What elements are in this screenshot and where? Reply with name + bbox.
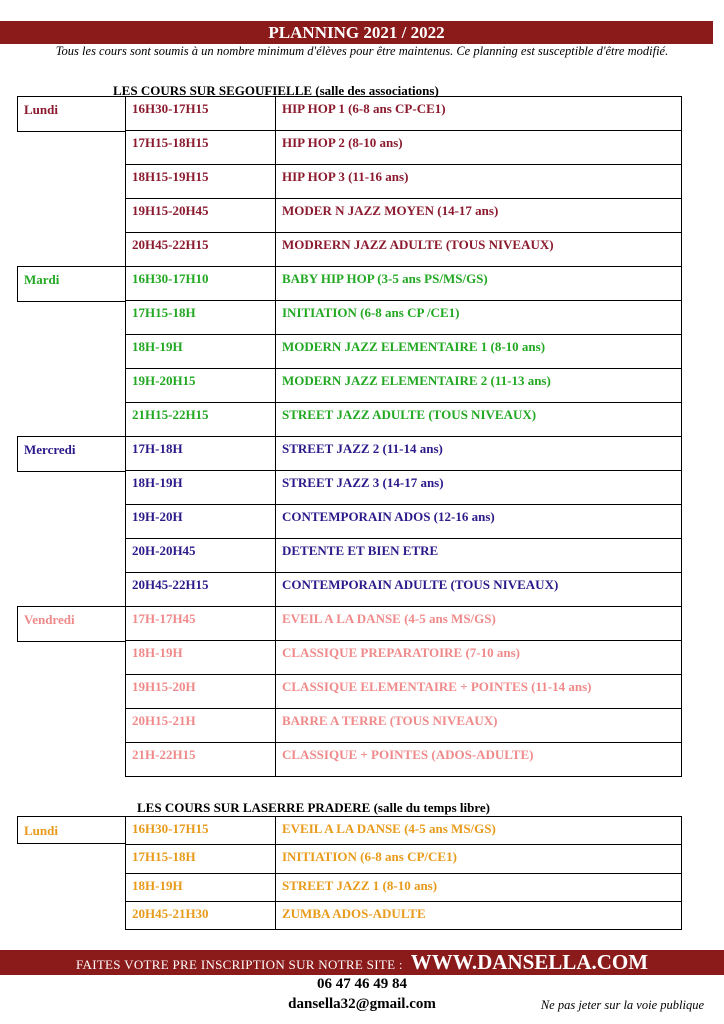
course-cell: EVEIL A LA DANSE (4-5 ans MS/GS) [276,607,682,641]
time-cell: 18H15-19H15 [126,165,276,199]
time-cell: 21H-22H15 [126,743,276,777]
course-cell: INITIATION (6-8 ans CP/CE1) [276,845,682,874]
table-row [126,233,682,267]
course-cell: HIP HOP 2 (8-10 ans) [276,131,682,165]
course-cell: HIP HOP 3 (11-16 ans) [276,165,682,199]
course-cell: STREET JAZZ ADULTE (TOUS NIVEAUX) [276,403,682,437]
table-row [126,641,682,675]
table-row [126,573,682,607]
time-cell: 18H-19H [126,335,276,369]
table-row [126,471,682,505]
table-row [126,165,682,199]
table-row [126,817,682,845]
day-label-mardi: Mardi [17,266,126,302]
laserre-schedule-table [125,816,682,930]
course-cell: EVEIL A LA DANSE (4-5 ans MS/GS) [276,817,682,845]
table-row [126,267,682,301]
time-cell: 19H-20H [126,505,276,539]
time-cell: 17H-18H [126,437,276,471]
course-cell: CONTEMPORAIN ADULTE (TOUS NIVEAUX) [276,573,682,607]
table-row [126,607,682,641]
course-cell: INITIATION (6-8 ans CP /CE1) [276,301,682,335]
course-cell: CONTEMPORAIN ADOS (12-16 ans) [276,505,682,539]
website-link[interactable]: WWW.DANSELLA.COM [410,950,649,974]
table-row [126,199,682,233]
litter-notice: Ne pas jeter sur la voie publique [540,998,704,1012]
day-label-vendredi: Vendredi [17,606,126,642]
laserre-heading: LES COURS SUR LASERRE PRADERE (salle du temps libre) [137,800,490,815]
time-cell: 16H30-17H10 [126,267,276,301]
table-row [126,505,682,539]
course-cell: MODERN JAZZ ELEMENTAIRE 2 (11-13 ans) [276,369,682,403]
table-row [126,369,682,403]
day-label-lundi-laserre: Lundi [17,816,126,844]
table-row [126,845,682,874]
time-cell: 20H45-22H15 [126,233,276,267]
email-address[interactable]: dansella32@gmail.com [288,996,436,1012]
table-row [126,675,682,709]
time-cell: 19H15-20H45 [126,199,276,233]
time-cell: 18H-19H [126,874,276,902]
course-cell: BABY HIP HOP (3-5 ans PS/MS/GS) [276,267,682,301]
table-row [126,709,682,743]
course-cell: MODER N JAZZ MOYEN (14-17 ans) [276,199,682,233]
time-cell: 20H45-22H15 [126,573,276,607]
course-cell: MODERN JAZZ ELEMENTAIRE 1 (8-10 ans) [276,335,682,369]
page-title: PLANNING 2021 / 2022 [0,21,713,44]
subtitle: Tous les cours sont soumis à un nombre minimum d'élèves pour être maintenus. Ce planning est susceptible d'être modifié. [55,44,669,58]
time-cell: 19H-20H15 [126,369,276,403]
segoufielle-schedule-table [125,96,682,777]
table-row [126,902,682,930]
table-row [126,874,682,902]
footer-banner [0,950,724,975]
course-cell: BARRE A TERRE (TOUS NIVEAUX) [276,709,682,743]
day-label-mercredi: Mercredi [17,436,126,472]
course-cell: HIP HOP 1 (6-8 ans CP-CE1) [276,97,682,131]
course-cell: CLASSIQUE ELEMENTAIRE + POINTES (11-14 ans) [276,675,682,709]
course-cell: MODRERN JAZZ ADULTE (TOUS NIVEAUX) [276,233,682,267]
time-cell: 17H15-18H [126,301,276,335]
course-cell: DETENTE ET BIEN ETRE [276,539,682,573]
table-row [126,403,682,437]
time-cell: 17H-17H45 [126,607,276,641]
time-cell: 20H45-21H30 [126,902,276,930]
day-label-lundi: Lundi [17,96,126,132]
table-row [126,335,682,369]
phone-number: 06 47 46 49 84 [317,976,407,992]
table-row [126,301,682,335]
footer-preinscription-text: FAITES VOTRE PRE INSCRIPTION SUR NOTRE SITE : [75,957,403,972]
course-cell: STREET JAZZ 1 (8-10 ans) [276,874,682,902]
time-cell: 20H-20H45 [126,539,276,573]
time-cell: 21H15-22H15 [126,403,276,437]
time-cell: 20H15-21H [126,709,276,743]
course-cell: CLASSIQUE PREPARATOIRE (7-10 ans) [276,641,682,675]
course-cell: ZUMBA ADOS-ADULTE [276,902,682,930]
segoufielle-heading: LES COURS SUR SEGOUFIELLE (salle des associations) [113,83,439,98]
time-cell: 18H-19H [126,641,276,675]
table-row [126,743,682,777]
time-cell: 16H30-17H15 [126,817,276,845]
time-cell: 16H30-17H15 [126,97,276,131]
time-cell: 19H15-20H [126,675,276,709]
table-row [126,97,682,131]
time-cell: 17H15-18H15 [126,131,276,165]
course-cell: STREET JAZZ 2 (11-14 ans) [276,437,682,471]
table-row [126,131,682,165]
time-cell: 18H-19H [126,471,276,505]
course-cell: STREET JAZZ 3 (14-17 ans) [276,471,682,505]
course-cell: CLASSIQUE + POINTES (ADOS-ADULTE) [276,743,682,777]
table-row [126,437,682,471]
table-row [126,539,682,573]
time-cell: 17H15-18H [126,845,276,874]
